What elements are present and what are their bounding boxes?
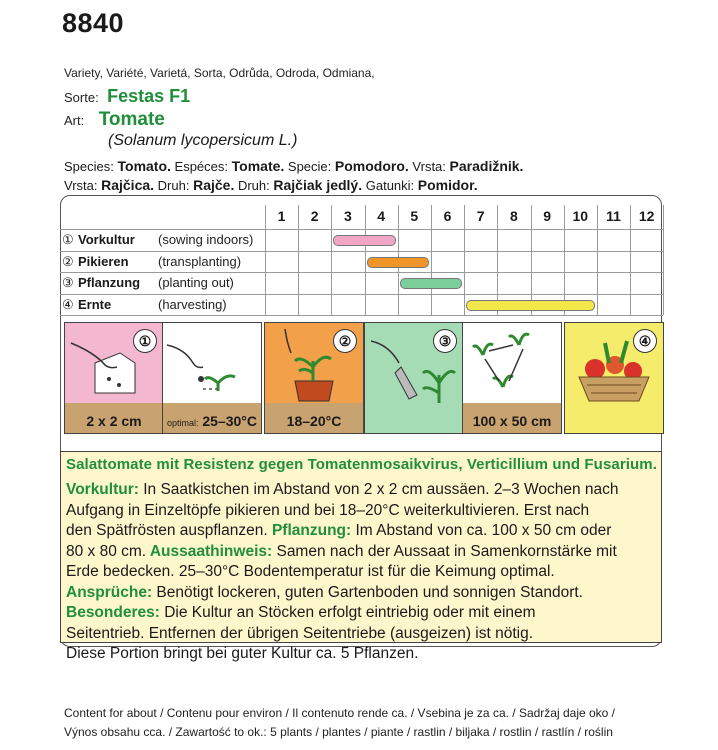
calendar-row-label: [62, 232, 252, 248]
translation-label: Vrsta:: [412, 159, 446, 174]
pictogram-pricking-out: [264, 322, 364, 434]
line-text: Benötigt lockeren, guten Gartenboden und sonnigen Standort.: [152, 583, 583, 601]
pictogram-planting: [364, 322, 464, 434]
pictogram-spacing: [462, 322, 562, 434]
art-label: Art:: [64, 113, 85, 128]
instruction-line: [66, 604, 536, 622]
grid-row-line: [60, 294, 663, 295]
step-badge: ③: [433, 329, 457, 353]
month-10: 10: [572, 208, 589, 224]
line-text: Diese Portion bringt bei guter Kultur ca. 5 Pflanzen.: [66, 645, 419, 662]
line-text: den Spätfrösten auspflanzen.: [66, 522, 268, 539]
step-name: Ernte: [78, 296, 112, 312]
instruction-line: [66, 584, 583, 602]
line-text: Samen nach der Aussaat in Samenkornstärke mit: [272, 542, 617, 560]
line-text: Erde bedecken. 25–30°C Bodentemperatur ist für die Keimung optimal.: [66, 563, 555, 580]
line-text: 80 x 80 cm.: [66, 542, 147, 560]
step-english: (planting out): [158, 275, 234, 290]
translation-label: Espéces:: [174, 159, 229, 174]
calendar-row-label: [62, 254, 252, 270]
step-name: Vorkultur: [78, 232, 135, 247]
section-heading: Pflanzung:: [267, 522, 352, 539]
translation-label: Species:: [64, 159, 114, 174]
calendar-row-label: [62, 297, 252, 313]
pictogram-caption: 100 x 50 cm: [472, 413, 552, 429]
step-number: ④: [62, 296, 74, 312]
grid-column-line: [331, 205, 332, 315]
step-number: ②: [62, 253, 74, 269]
instruction-line: [66, 522, 611, 540]
translation-label: Gatunki:: [365, 178, 415, 193]
month-9: 9: [543, 208, 551, 224]
grid-row-line: [60, 315, 663, 316]
step-badge: ④: [633, 329, 657, 353]
calendar-bar-pikieren: [367, 257, 429, 268]
line-text: Seitentrieb. Entfernen der übrigen Seitentriebe (ausgeizen) ist nötig.: [66, 624, 534, 642]
instruction-line: [66, 543, 617, 561]
caption-value: 25–30°C: [202, 413, 258, 429]
translations-line-2: [64, 177, 478, 193]
instruction-line: [66, 481, 619, 499]
month-8: 8: [509, 208, 518, 224]
species-row: [64, 109, 165, 131]
month-12: 12: [638, 208, 655, 224]
product-code: 8840: [62, 8, 125, 38]
month-11: 11: [606, 208, 621, 224]
instructions-headline: Salattomate mit Resistenz gegen Tomatenmosaikvirus, Verticillium und Fusarium.: [66, 456, 658, 473]
content-note-1: Content for about / Contenu pour environ / Il contenuto rende ca. / Vsebina je za ca. / Sadržaj daje oko /: [64, 706, 616, 720]
pictogram-caption: [163, 413, 261, 429]
month-6: 6: [443, 208, 452, 224]
grid-column-line: [663, 205, 664, 315]
step-name: Pflanzung: [78, 275, 141, 290]
translation-value: Tomate.: [231, 158, 285, 174]
calendar-bar-ernte: [466, 300, 595, 311]
pictogram-caption: 18–20°C: [286, 413, 342, 429]
caption-prefix: optimal:: [166, 418, 199, 428]
pictogram-caption: 2 x 2 cm: [86, 413, 142, 429]
grid-column-line: [431, 205, 432, 315]
grid-column-line: [564, 205, 565, 315]
translation-label: Specie:: [287, 159, 332, 174]
month-7: 7: [476, 208, 485, 224]
step-number: ①: [62, 232, 74, 247]
content-note-2: Výnos obsahu cca. / Zawartość to ok.: 5 plants / plantes / piante / rastlin / biljaka / rostlin / rastlín / roślin: [64, 725, 613, 739]
variety-name: Festas F1: [107, 86, 191, 106]
step-name: Pikieren: [78, 253, 129, 269]
grid-column-line: [531, 205, 532, 315]
instruction-line: [66, 502, 589, 520]
month-5: 5: [410, 208, 419, 224]
latin-name: (Solanum lycopersicum L.): [108, 132, 298, 149]
grid-column-line: [630, 205, 631, 315]
translation-value: Rajčiak jedlý.: [273, 177, 363, 193]
line-text: Die Kultur an Stöcken erfolgt eintriebig oder mit einem: [159, 604, 536, 621]
variety-line: Variety, Variété, Varietá, Sorta, Odrůda, Odroda, Odmiana,: [64, 66, 375, 80]
species-name: Tomate: [98, 109, 165, 130]
grid-column-line: [464, 205, 465, 315]
instruction-line: [66, 625, 533, 643]
sorte-label: Sorte:: [64, 90, 99, 105]
line-text: Im Abstand von ca. 100 x 50 cm oder: [351, 522, 612, 539]
grid-column-line: [597, 205, 598, 315]
section-heading: Besonderes:: [66, 604, 160, 621]
instruction-line: [66, 645, 418, 663]
month-1: 1: [277, 208, 286, 224]
calendar-row-label: [62, 275, 252, 291]
section-heading: Aussaathinweis:: [146, 542, 273, 560]
section-heading: Ansprüche:: [66, 583, 153, 601]
grid-row-line: [60, 251, 663, 252]
month-2: 2: [310, 208, 319, 224]
translation-value: Rajčica.: [101, 177, 155, 193]
translation-value: Rajče.: [193, 177, 235, 193]
grid-column-line: [497, 205, 498, 315]
translation-value: Pomidor.: [417, 177, 478, 193]
variety-row: [64, 86, 190, 107]
step-english: (harvesting): [158, 296, 227, 312]
calendar-bar-vorkultur: [333, 235, 395, 246]
calendar-bar-pflanzung: [400, 278, 462, 289]
grid-row-line: [60, 272, 663, 273]
translation-value: Pomodoro.: [334, 158, 409, 174]
grid-column-line: [265, 205, 266, 315]
translation-label: Druh:: [237, 178, 270, 193]
step-english: (transplanting): [158, 253, 242, 269]
translations-line-1: [64, 158, 523, 174]
pictogram-sowing: [64, 322, 164, 434]
grid-column-line: [365, 205, 366, 315]
step-badge: ②: [333, 329, 357, 353]
line-text: In Saatkistchen im Abstand von 2 x 2 cm aussäen. 2–3 Wochen nach: [138, 481, 619, 498]
grid-row-line: [60, 229, 663, 230]
month-3: 3: [343, 208, 352, 224]
translation-value: Paradižnik.: [449, 158, 524, 174]
step-badge: ①: [133, 329, 157, 353]
step-english: (sowing indoors): [158, 232, 254, 247]
line-text: Aufgang in Einzeltöpfe pikieren und bei 18–20°C weiterkultivieren. Erst nach: [66, 501, 590, 519]
instruction-line: [66, 563, 555, 581]
translation-value: Tomato.: [117, 158, 171, 174]
grid-column-line: [298, 205, 299, 315]
step-number: ③: [62, 275, 74, 290]
month-4: 4: [377, 208, 385, 224]
translation-label: Druh:: [157, 178, 190, 193]
pictogram-germination: [162, 322, 262, 434]
pictogram-harvest: [564, 322, 664, 434]
translation-label: Vrsta:: [64, 178, 98, 193]
section-heading: Vorkultur:: [66, 481, 139, 498]
